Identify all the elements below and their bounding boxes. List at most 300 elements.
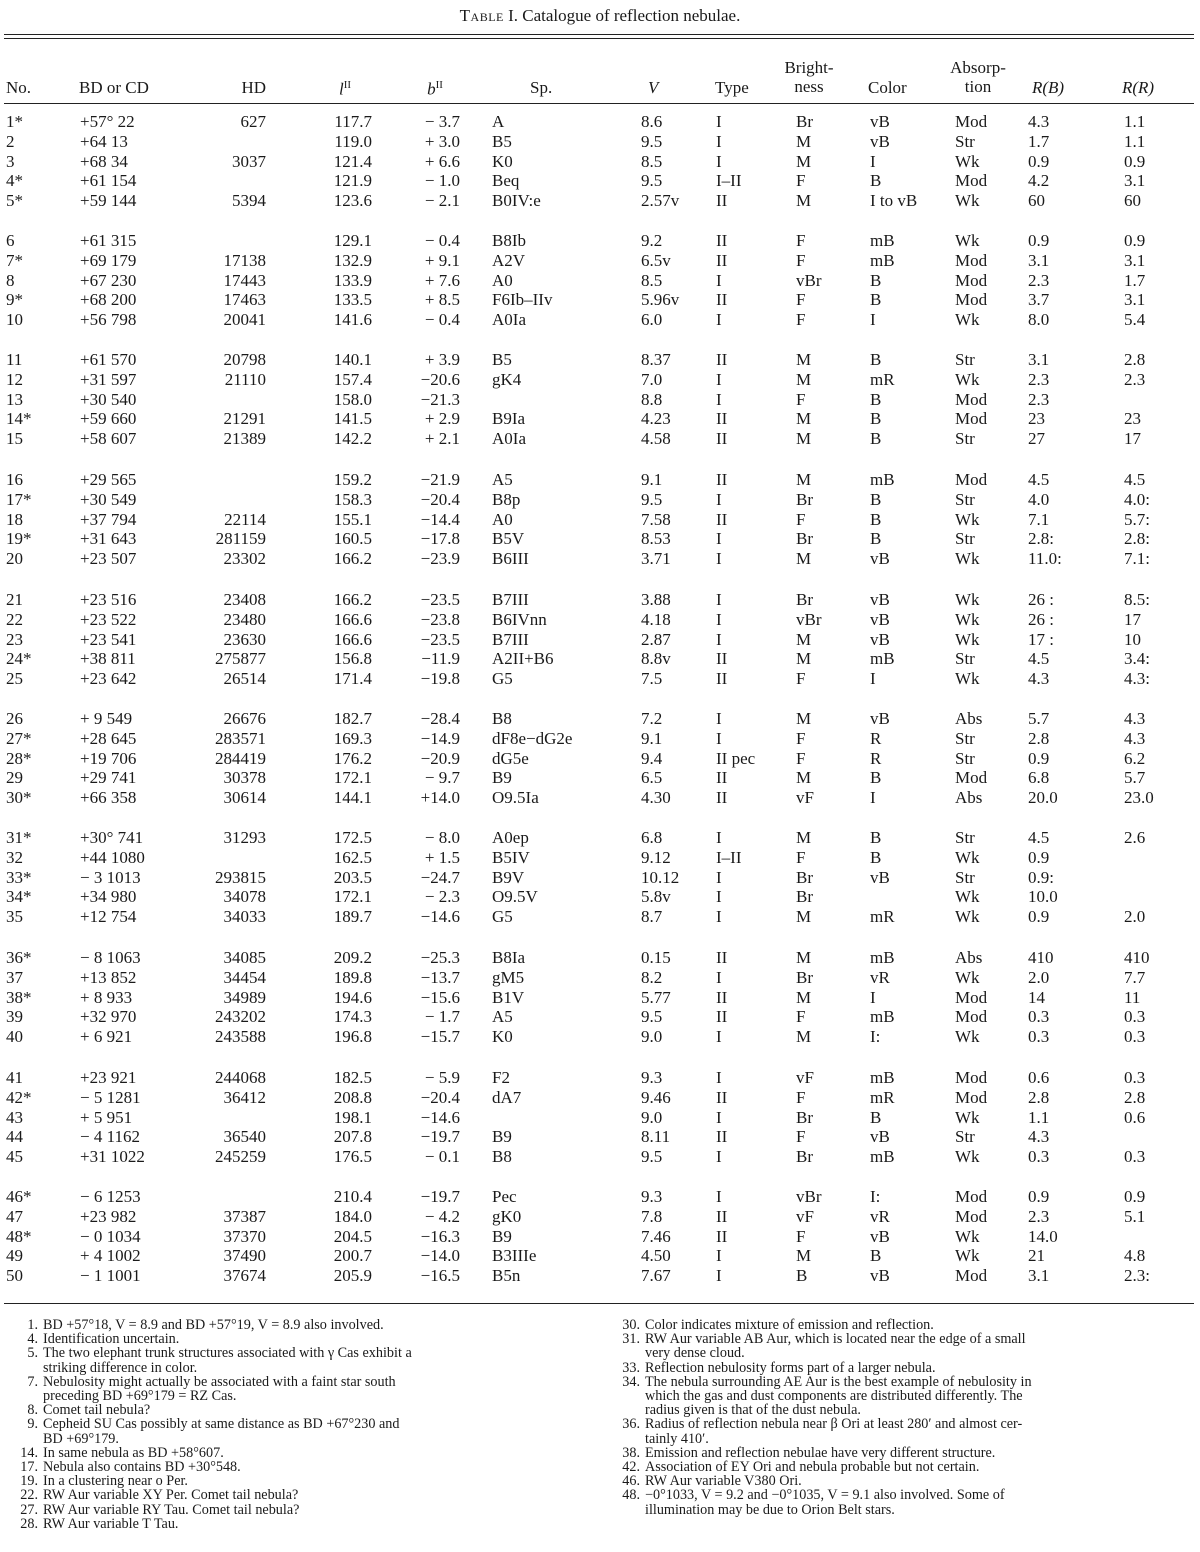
cell-hd: 34033 — [223, 907, 266, 927]
cell-absorp: Wk — [955, 310, 980, 330]
cell-b: −14.6 — [420, 1107, 460, 1127]
cell-absorp: Mod — [955, 250, 988, 270]
cell-type: II — [716, 948, 728, 967]
cell-b: −25.3 — [420, 948, 460, 967]
cell-bd: + 6 921 — [80, 1027, 133, 1047]
footnote-line — [10, 1318, 582, 1332]
cell-color: I to vB — [870, 191, 918, 211]
header-rule — [4, 103, 1194, 104]
cell-rr: 0.3 — [1124, 1068, 1146, 1087]
cell-bright: M — [796, 828, 812, 847]
cell-type: I — [716, 151, 722, 171]
cell-v: 6.5v — [641, 250, 671, 270]
cell-rr: 4.3 — [1124, 709, 1146, 728]
cell-bright: F — [796, 231, 806, 250]
header-l-sup: II — [343, 79, 352, 91]
cell-v: 7.2 — [641, 709, 663, 728]
header-b — [415, 76, 455, 99]
cell-l: 159.2 — [333, 470, 372, 489]
table-row — [0, 887, 1200, 907]
cell-rb: 2.3 — [1028, 1206, 1050, 1226]
cell-rb: 2.0 — [1028, 967, 1050, 987]
cell-type: I — [716, 369, 722, 389]
cell-rb: 5.7 — [1028, 709, 1050, 728]
cell-rr: 11 — [1124, 987, 1141, 1007]
cell-type: II — [716, 429, 728, 449]
cell-type: I — [716, 1246, 722, 1266]
cell-bd: + 4 1002 — [80, 1246, 141, 1266]
cell-bd: +13 852 — [80, 967, 137, 987]
cell-bd: − 1 1001 — [80, 1266, 141, 1286]
header-no: No. — [6, 78, 32, 97]
cell-rr: 0.9 — [1124, 1187, 1146, 1206]
cell-rr: 3.1 — [1124, 171, 1146, 191]
cell-hd: 37387 — [223, 1206, 266, 1226]
cell-sp: B5 — [492, 350, 512, 369]
cell-bd: +61 315 — [80, 231, 137, 250]
footnote-line — [612, 1460, 1194, 1474]
footnote-line — [10, 1446, 582, 1460]
footnote-line — [612, 1474, 1194, 1488]
cell-b: −19.8 — [420, 669, 460, 689]
table-row — [0, 132, 1200, 152]
cell-rb: 21 — [1028, 1246, 1045, 1266]
cell-bd: +30° 741 — [80, 828, 144, 847]
cell-sp: B7III — [492, 629, 529, 649]
cell-type: II — [716, 1226, 728, 1246]
cell-l: 205.9 — [333, 1266, 372, 1286]
footnote-line — [612, 1375, 1194, 1389]
cell-type: II — [716, 509, 728, 529]
table-row — [0, 1127, 1200, 1147]
cell-rr: 2.8 — [1124, 1087, 1146, 1107]
cell-bd: − 8 1063 — [80, 948, 141, 967]
cell-color: mB — [870, 649, 895, 669]
cell-bright: Br — [796, 967, 813, 987]
cell-bright: M — [796, 151, 812, 171]
cell-type: II — [716, 788, 728, 808]
cell-b: −20.6 — [420, 369, 460, 389]
cell-l: 158.3 — [333, 489, 372, 509]
footnote-number: 33. — [622, 1359, 640, 1376]
cell-rr: 23.0 — [1124, 788, 1154, 808]
cell-type: I — [716, 887, 722, 907]
table-row — [0, 1227, 1200, 1247]
table-row — [0, 1007, 1200, 1027]
table-row — [0, 510, 1200, 530]
cell-type: I — [716, 907, 722, 927]
cell-sp: B6IVnn — [492, 609, 547, 629]
cell-l: 200.7 — [333, 1246, 372, 1266]
cell-b: − 1.0 — [424, 171, 460, 191]
cell-bd: +37 794 — [80, 509, 137, 529]
cell-bd: +61 154 — [80, 171, 137, 191]
cell-rr: 2.6 — [1124, 828, 1146, 847]
cell-absorp: Str — [955, 429, 975, 449]
cell-type: I — [716, 728, 722, 748]
footnote-number: 27. — [20, 1501, 38, 1518]
cell-absorp: Wk — [955, 1246, 980, 1266]
cell-l: 210.4 — [333, 1187, 372, 1206]
cell-no: 39 — [6, 1007, 23, 1027]
cell-b: −15.7 — [420, 1027, 460, 1047]
table-title — [0, 6, 1200, 26]
footnote-line — [10, 1460, 582, 1474]
cell-bright: M — [796, 768, 812, 788]
cell-sp: B0IV:e — [492, 191, 541, 211]
cell-rb: 0.9 — [1028, 231, 1050, 250]
cell-absorp: Str — [955, 350, 975, 369]
footnote-line — [10, 1517, 582, 1531]
cell-bd: − 0 1034 — [80, 1226, 141, 1246]
footnote-text: RW Aur variable V380 Ori. — [645, 1473, 802, 1490]
table-row — [0, 988, 1200, 1008]
cell-hd: 283571 — [215, 728, 266, 748]
cell-type: II — [716, 987, 728, 1007]
cell-b: −20.9 — [420, 748, 460, 768]
cell-sp: B3IIIe — [492, 1246, 537, 1266]
cell-color: mR — [870, 907, 895, 927]
cell-rr: 0.3 — [1124, 1027, 1146, 1047]
cell-no: 22 — [6, 609, 23, 629]
cell-bright: vF — [796, 1068, 814, 1087]
cell-v: 5.96v — [641, 290, 680, 310]
cell-l: 171.4 — [333, 669, 372, 689]
cell-bright: M — [796, 409, 812, 429]
row-group — [0, 1187, 1200, 1286]
cell-b: −21.9 — [420, 470, 460, 489]
cell-hd: 17443 — [223, 270, 266, 290]
cell-rb: 4.5 — [1028, 470, 1050, 489]
cell-bright: M — [796, 649, 812, 669]
cell-type: II — [716, 191, 728, 211]
cell-bd: +34 980 — [80, 887, 137, 907]
cell-color: mR — [870, 1087, 895, 1107]
cell-bright: F — [796, 669, 806, 689]
cell-bright: Br — [796, 489, 813, 509]
header-type: Type — [715, 78, 749, 97]
cell-absorp: Mod — [955, 1266, 988, 1286]
cell-type: II — [716, 409, 728, 429]
cell-no: 42* — [6, 1087, 32, 1107]
cell-l: 133.9 — [333, 270, 372, 290]
cell-b: + 3.0 — [424, 131, 460, 151]
cell-rb: 23 — [1028, 409, 1045, 429]
cell-no: 16 — [6, 470, 23, 489]
cell-l: 132.9 — [333, 250, 372, 270]
cell-sp: O9.5V — [492, 887, 538, 907]
cell-type: II — [716, 768, 728, 788]
table-row — [0, 1027, 1200, 1047]
cell-bright: M — [796, 131, 812, 151]
cell-type: I — [716, 270, 722, 290]
cell-b: −23.5 — [420, 590, 460, 609]
cell-hd: 243588 — [215, 1027, 266, 1047]
cell-v: 9.0 — [641, 1027, 663, 1047]
cell-hd: 37674 — [223, 1266, 266, 1286]
table-row — [0, 729, 1200, 749]
cell-no: 23 — [6, 629, 23, 649]
cell-rb: 2.8 — [1028, 1087, 1050, 1107]
cell-bd: +28 645 — [80, 728, 137, 748]
cell-bd: + 9 549 — [80, 709, 133, 728]
cell-hd: 17138 — [223, 250, 266, 270]
footnote-number: 48. — [622, 1487, 640, 1504]
footnote-text: Emission and reflection nebulae have very different structure. — [645, 1444, 996, 1461]
cell-b: −14.6 — [420, 907, 460, 927]
cell-absorp: Abs — [955, 788, 983, 808]
footnote-line — [612, 1318, 1194, 1332]
cell-b: − 1.7 — [424, 1007, 460, 1027]
cell-bright: M — [796, 350, 812, 369]
table-row — [0, 709, 1200, 729]
cell-v: 2.57v — [641, 191, 680, 211]
cell-bd: +29 565 — [80, 470, 137, 489]
cell-color: B — [870, 270, 882, 290]
footnote-line — [10, 1346, 582, 1360]
footnote-text: −0°1033, V = 9.2 and −0°1035, V = 9.1 also involved. Some of — [645, 1487, 1005, 1504]
footnote-number: 5. — [27, 1345, 38, 1362]
table-row — [0, 390, 1200, 410]
cell-no: 27* — [6, 728, 32, 748]
footnote-text: Radius of reflection nebula near β Ori at least 280′ and almost cer- — [645, 1416, 1023, 1433]
cell-rr: 3.1 — [1124, 250, 1146, 270]
cell-no: 10 — [6, 310, 23, 330]
cell-absorp: Wk — [955, 509, 980, 529]
footnote-number: 1. — [27, 1317, 38, 1333]
cell-b: −15.6 — [420, 987, 460, 1007]
cell-sp: gK0 — [492, 1206, 522, 1226]
cell-bright: vBr — [796, 270, 822, 290]
cell-l: 172.5 — [333, 828, 372, 847]
cell-color: mB — [870, 231, 895, 250]
footnote-line — [612, 1403, 1194, 1417]
cell-rr: 4.5 — [1124, 470, 1146, 489]
row-group — [0, 948, 1200, 1047]
cell-v: 9.3 — [641, 1068, 663, 1087]
cell-type: I — [716, 828, 722, 847]
cell-rr: 2.3: — [1124, 1266, 1150, 1286]
cell-l: 176.5 — [333, 1147, 372, 1167]
cell-sp: A — [492, 112, 505, 131]
cell-bd: +19 706 — [80, 748, 137, 768]
cell-l: 133.5 — [333, 290, 372, 310]
footnote-line — [10, 1417, 582, 1431]
cell-rb: 2.3 — [1028, 369, 1050, 389]
cell-rb: 4.0 — [1028, 489, 1050, 509]
cell-hd: 23302 — [223, 549, 266, 569]
cell-hd: 21291 — [223, 409, 266, 429]
cell-bright: Br — [796, 529, 813, 549]
cell-bright: M — [796, 629, 812, 649]
cell-color: I — [870, 669, 876, 689]
cell-rb: 0.9 — [1028, 907, 1050, 927]
cell-rb: 60 — [1028, 191, 1045, 211]
cell-sp: G5 — [492, 669, 513, 689]
header-b-sup: II — [435, 79, 443, 91]
cell-type: II — [716, 290, 728, 310]
cell-absorp: Mod — [955, 1206, 988, 1226]
cell-absorp: Str — [955, 1127, 975, 1147]
cell-bd: − 3 1013 — [80, 867, 141, 887]
table-row — [0, 749, 1200, 769]
cell-rb: 0.9 — [1028, 748, 1050, 768]
cell-rr: 3.1 — [1124, 290, 1146, 310]
cell-l: 140.1 — [333, 350, 372, 369]
cell-absorp: Mod — [955, 1007, 988, 1027]
header-b-base: b — [427, 79, 436, 99]
cell-bd: +29 741 — [80, 768, 137, 788]
cell-type: I–II — [716, 171, 742, 191]
cell-color: B — [870, 350, 882, 369]
footnote-text: Identification uncertain. — [43, 1331, 180, 1348]
cell-rb: 4.3 — [1028, 112, 1050, 131]
cell-rr: 10 — [1124, 629, 1141, 649]
cell-type: I — [716, 489, 722, 509]
footnote-number: 30. — [622, 1317, 640, 1333]
cell-bd: +69 179 — [80, 250, 137, 270]
cell-bd: +56 798 — [80, 310, 137, 330]
cell-color: I — [870, 987, 876, 1007]
cell-bright: M — [796, 191, 812, 211]
cell-b: − 2.1 — [424, 191, 460, 211]
table-row — [0, 490, 1200, 510]
cell-bright: F — [796, 1127, 806, 1147]
cell-hd: 26676 — [223, 709, 266, 728]
cell-absorp: Wk — [955, 1107, 980, 1127]
cell-bd: +59 660 — [80, 409, 137, 429]
cell-sp: K0 — [492, 151, 513, 171]
table-row — [0, 350, 1200, 370]
footnote-number: 42. — [622, 1459, 640, 1476]
cell-bright: M — [796, 549, 812, 569]
footnote-line — [612, 1432, 1194, 1446]
cell-no: 26 — [6, 709, 23, 728]
cell-rb: 0.9 — [1028, 151, 1050, 171]
cell-no: 18 — [6, 509, 23, 529]
cell-l: 141.5 — [333, 409, 372, 429]
cell-color: R — [870, 748, 882, 768]
cell-hd: 37370 — [223, 1226, 266, 1246]
cell-rb: 4.3 — [1028, 669, 1050, 689]
cell-bright: F — [796, 847, 806, 867]
cell-b: − 0.1 — [424, 1147, 460, 1167]
cell-color: mR — [870, 369, 895, 389]
cell-absorp: Str — [955, 529, 975, 549]
cell-rb: 410 — [1028, 948, 1054, 967]
cell-rb: 3.1 — [1028, 250, 1050, 270]
cell-l: 156.8 — [333, 649, 372, 669]
cell-no: 1* — [6, 112, 23, 131]
cell-absorp: Wk — [955, 369, 980, 389]
footnote-number: 14. — [20, 1444, 38, 1461]
footnote-text: Nebula also contains BD +30°548. — [43, 1459, 241, 1476]
cell-b: −16.3 — [420, 1226, 460, 1246]
cell-color: B — [870, 290, 882, 310]
cell-color: vR — [870, 967, 890, 987]
cell-l: 182.5 — [333, 1068, 372, 1087]
cell-bd: − 4 1162 — [80, 1127, 140, 1147]
cell-type: I — [716, 609, 722, 629]
table-row — [0, 112, 1200, 132]
cell-b: −28.4 — [420, 709, 460, 728]
footnote-text: illumination may be due to Orion Belt stars. — [645, 1501, 895, 1518]
cell-v: 8.7 — [641, 907, 663, 927]
cell-no: 37 — [6, 967, 23, 987]
cell-no: 11 — [6, 350, 23, 369]
cell-no: 17* — [6, 489, 32, 509]
cell-b: −19.7 — [420, 1127, 460, 1147]
cell-bd: +23 921 — [80, 1068, 137, 1087]
footnote-text: which the gas and dust components are distributed differently. The — [645, 1388, 1023, 1405]
cell-l: 142.2 — [333, 429, 372, 449]
cell-b: −17.8 — [420, 529, 460, 549]
cell-absorp: Str — [955, 828, 975, 847]
cell-type: I — [716, 529, 722, 549]
cell-b: + 1.5 — [424, 847, 460, 867]
cell-bd: +23 982 — [80, 1206, 137, 1226]
cell-color: vB — [870, 549, 890, 569]
cell-hd: 20041 — [223, 310, 266, 330]
cell-no: 36* — [6, 948, 32, 967]
footnote-line — [10, 1432, 582, 1446]
cell-v: 6.8 — [641, 828, 663, 847]
table-row — [0, 669, 1200, 689]
cell-rb: 3.7 — [1028, 290, 1050, 310]
cell-v: 8.37 — [641, 350, 671, 369]
cell-l: 141.6 — [333, 310, 372, 330]
cell-b: −14.9 — [420, 728, 460, 748]
cell-no: 49 — [6, 1246, 23, 1266]
cell-v: 8.2 — [641, 967, 663, 987]
cell-sp: A0Ia — [492, 310, 526, 330]
row-group — [0, 231, 1200, 330]
cell-hd: 34078 — [223, 887, 266, 907]
footnote-number: 46. — [622, 1473, 640, 1490]
cell-absorp: Mod — [955, 470, 988, 489]
cell-bd: +23 541 — [80, 629, 137, 649]
cell-type: I–II — [716, 847, 742, 867]
table-row — [0, 1068, 1200, 1088]
cell-bd: +30 549 — [80, 489, 137, 509]
table-row — [0, 470, 1200, 490]
cell-bright: vF — [796, 788, 814, 808]
cell-color: B — [870, 768, 882, 788]
cell-absorp: Abs — [955, 948, 983, 967]
cell-color: vB — [870, 590, 890, 609]
header-brightness-line1: Bright- — [784, 58, 834, 77]
cell-no: 3 — [6, 151, 15, 171]
cell-v: 9.1 — [641, 470, 663, 489]
cell-no: 48* — [6, 1226, 32, 1246]
cell-sp: B7III — [492, 590, 529, 609]
cell-v: 0.15 — [641, 948, 671, 967]
table-row — [0, 868, 1200, 888]
cell-color: vB — [870, 609, 890, 629]
table-row — [0, 590, 1200, 610]
cell-l: 121.9 — [333, 171, 372, 191]
cell-color: B — [870, 529, 882, 549]
cell-rb: 4.5 — [1028, 649, 1050, 669]
cell-sp: B9 — [492, 1226, 512, 1246]
cell-color: mB — [870, 250, 895, 270]
cell-bd: +57° 22 — [80, 112, 135, 131]
footnote-line — [10, 1389, 582, 1403]
cell-absorp: Abs — [955, 709, 983, 728]
table-row — [0, 649, 1200, 669]
cell-sp: B9 — [492, 1127, 512, 1147]
cell-sp: B8 — [492, 1147, 512, 1167]
